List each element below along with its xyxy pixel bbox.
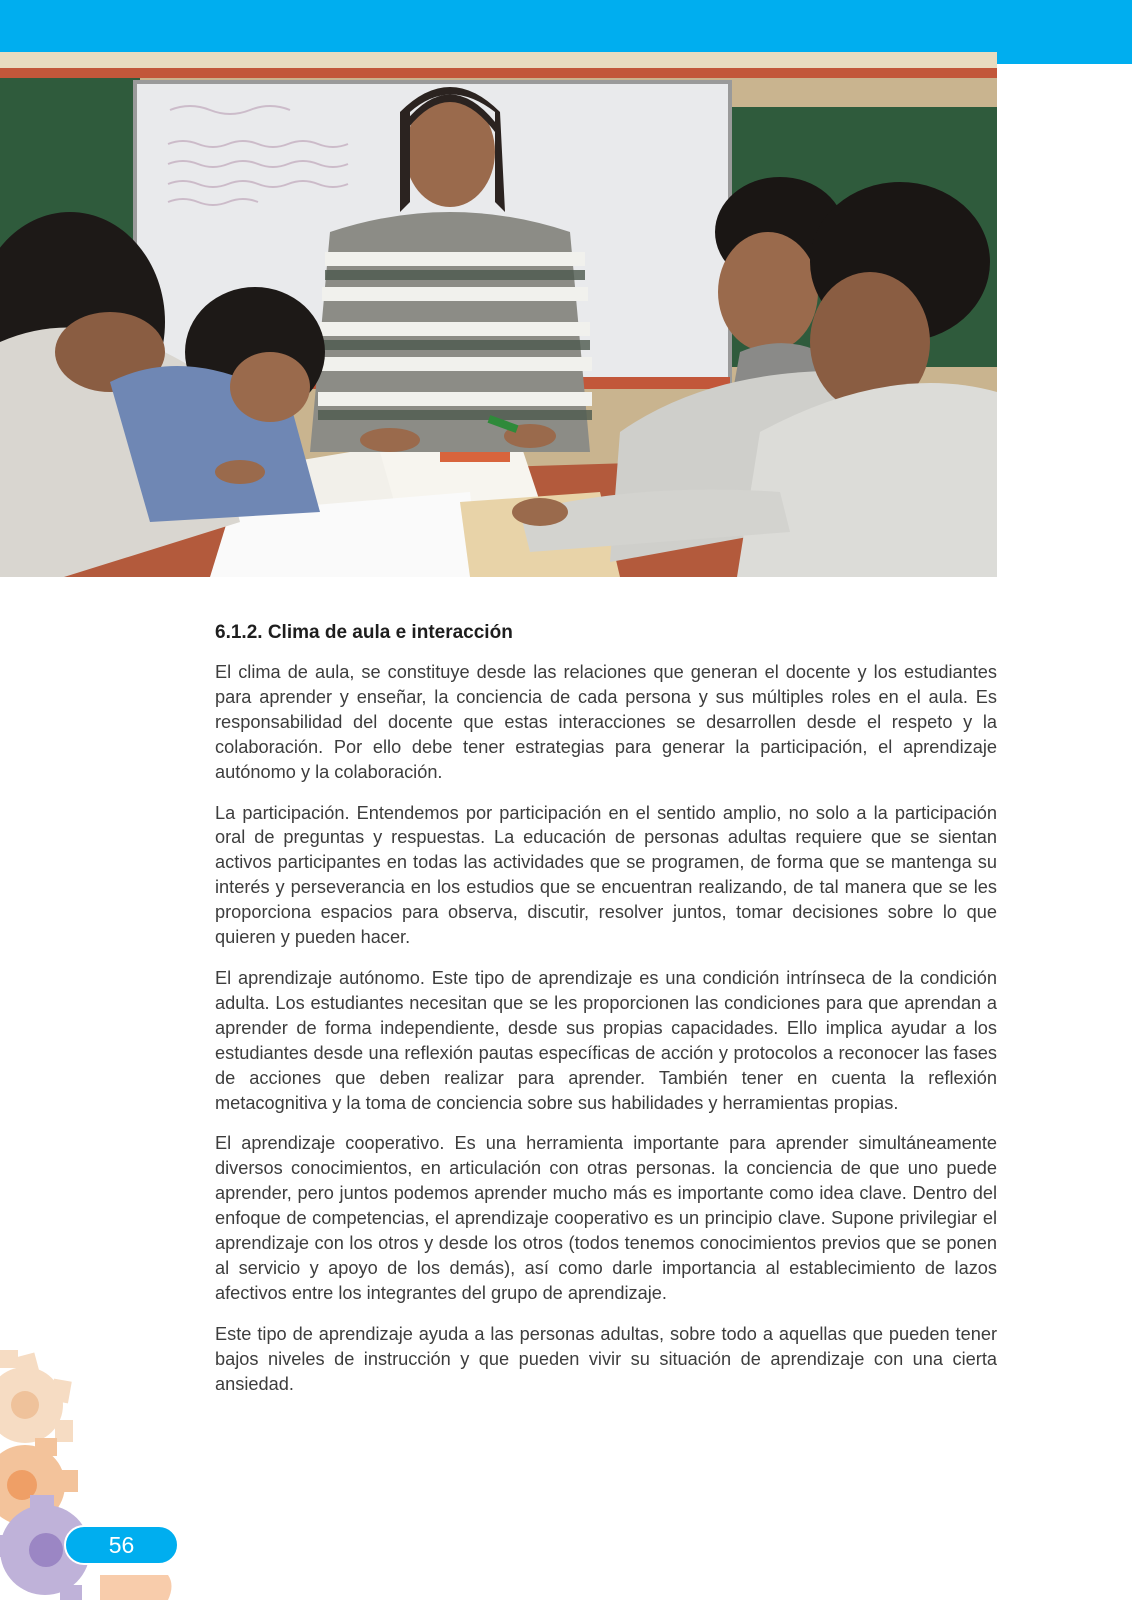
classroom-photo [0,52,997,577]
paragraph-aprendizaje-cooperativo: El aprendizaje cooperativo. Es una herramienta importante para aprender simultáneamente diversos conocimientos, en articulación con otras personas. la conciencia de que uno puede aprender, pero juntos podemos aprender mucho más es importante como idea clave. Dentro del enfoque de competencias, el aprendizaje cooperativo es un principio clave. Supone privilegiar el aprendizaje con los otros y desde los otros (todos tenemos conocimientos previos que se ponen al servicio y apoyo de los demás), así como darle importancia al establecimiento de lazos afectivos entre los integrantes del grupo de aprendizaje. [215,1133,997,1303]
paragraph-personas-adultas: Este tipo de aprendizaje ayuda a las personas adultas, sobre todo a aquellas que pueden tener bajos niveles de instrucción y que pueden vivir su situación de aprendizaje con una cierta ansiedad. [215,1323,997,1394]
paragraph-aprendizaje-autonomo: El aprendizaje autónomo. Este tipo de aprendizaje es una condición intrínseca de la condición adulta. Los estudiantes necesitan que se les proporcionen las condiciones para que aprendan a aprender de forma independiente, desde sus propias capacidades. Ello implica ayudar a los estudiantes desde una reflexión pautas específicas de acción y protocolos a reconocer las fases de acciones que deben realizar para aprender. También tener en cuenta la reflexión metacognitiva y la toma de conciencia sobre sus habilidades y herramientas propias. [215,967,997,1113]
main-content [215,620,997,1412]
paragraph-participacion: La participación. Entendemos por participación en el sentido amplio, no solo a la participación oral de preguntas y respuestas. La educación de personas adultas requiere que se sientan activos participantes en todas las actividades que se programen, de forma que se mantenga su interés y perseverancia en los estudios que se encuentran realizando, de tal manera que se les proporciona espacios para observa, discutir, resolver juntos, tomar decisiones sobre lo que quieren y pueden hacer. [215,802,997,948]
section-title: 6.1.2. Clima de aula e interacción [215,622,513,643]
classroom-photo-illustration [0,52,997,577]
page-number: 56 [108,1532,135,1558]
paragraph-clima-de-aula: El clima de aula, se constituye desde las relaciones que generan el docente y los estudiantes para aprender y enseñar, la conciencia de cada persona y sus múltiples roles en el aula. Es responsabilidad del docente que estas interacciones se desarrollen desde el respeto y la colaboración. Por ello debe tener estrategias para generar la participación, el aprendizaje autónomo y la colaboración. [215,662,997,782]
